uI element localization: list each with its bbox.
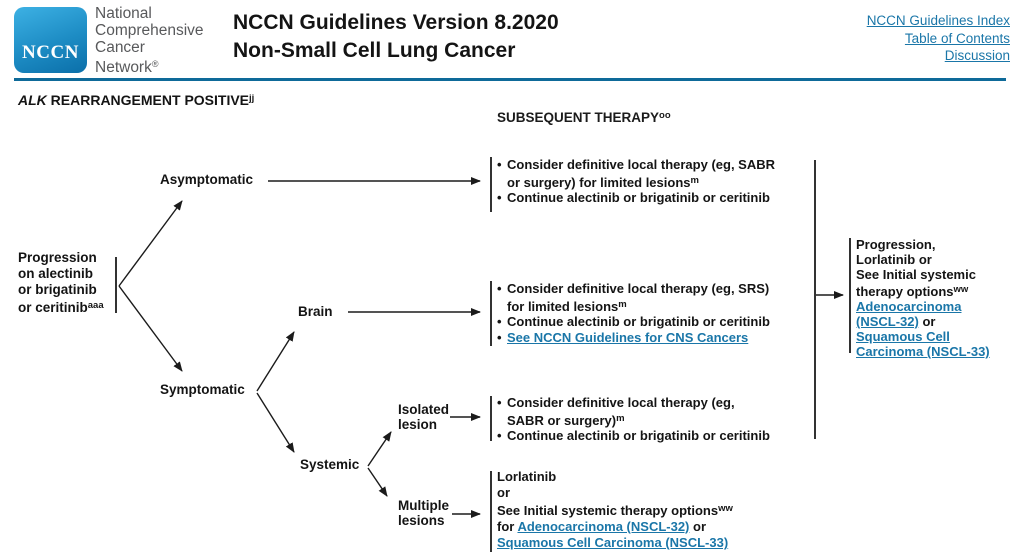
- page-title: [233, 9, 559, 65]
- isolated-line-1: Isolated: [398, 402, 450, 417]
- therapy-text: Consider definitive local therapy (eg,: [507, 395, 735, 410]
- box-brain-therapy: [497, 281, 770, 345]
- link-nscl-32[interactable]: (NSCL-32): [856, 314, 919, 329]
- bullet-line: [497, 428, 770, 444]
- link-table-of-contents[interactable]: Table of Contents: [904, 30, 1010, 46]
- org-line-1: National: [95, 5, 152, 22]
- bullet-line: [497, 395, 770, 411]
- node-isolated-lesion: [398, 402, 449, 432]
- therapy-text: Continue alectinib or brigatinib or ceritinib: [507, 190, 770, 205]
- org-name: [95, 5, 204, 76]
- footnote-ref-aaa: aaa: [87, 300, 104, 311]
- footnote-ref-ww: ww: [718, 503, 733, 514]
- bullet-line: [497, 190, 775, 206]
- link-guidelines-index[interactable]: NCCN Guidelines Index: [866, 13, 1010, 28]
- bullet-line: [497, 157, 775, 173]
- footnote-ref-oo: oo: [659, 110, 671, 121]
- org-line-2: Comprehensive: [95, 22, 204, 39]
- therapy-line: [497, 535, 733, 551]
- multiple-line-2: lesions: [398, 513, 445, 528]
- arrow-to-symptomatic: [119, 286, 182, 371]
- therapy-text: for limited lesions: [507, 298, 619, 314]
- right-node-line: [856, 299, 990, 314]
- box-multiple-lesions-therapy: [497, 469, 733, 551]
- right-node-line: Lorlatinib or: [856, 252, 932, 267]
- therapy-text: See Initial systemic therapy options: [497, 503, 719, 518]
- link-cns-cancers-guidelines[interactable]: See NCCN Guidelines for CNS Cancers: [507, 329, 749, 345]
- section-title-text: REARRANGEMENT POSITIVE: [46, 92, 250, 108]
- bullet-line: [497, 281, 770, 297]
- isolated-line-2: lesion: [398, 417, 438, 432]
- multiple-line-1: Multiple: [398, 498, 449, 513]
- therapy-line: Lorlatinib: [497, 469, 557, 484]
- link-discussion[interactable]: Discussion: [944, 48, 1010, 63]
- node-asymptomatic: Asymptomatic: [160, 172, 254, 187]
- node-progression: [18, 250, 104, 316]
- therapy-text: or surgery) for limited lesions: [507, 174, 691, 190]
- progression-line-4: [18, 298, 104, 316]
- node-progression-lorlatinib: [856, 237, 990, 359]
- footnote-ref-m: m: [690, 174, 699, 186]
- section-title: [18, 92, 254, 108]
- registered-mark: ®: [151, 59, 159, 69]
- right-node-line: See Initial systemic: [856, 267, 976, 282]
- right-node-line: [856, 314, 990, 329]
- link-adenocarcinoma[interactable]: Adenocarcinoma: [856, 299, 962, 314]
- bullet: •: [497, 395, 502, 410]
- therapy-line: [497, 501, 733, 519]
- box-asymptomatic-therapy: [497, 157, 775, 206]
- progression-line-1: Progression: [18, 250, 97, 265]
- column-header-text: SUBSEQUENT THERAPY: [497, 110, 660, 125]
- bullet: •: [497, 281, 502, 296]
- bullet-line: [497, 330, 770, 346]
- gene-name: ALK: [18, 92, 47, 108]
- bullet-line-continued: [497, 411, 770, 429]
- bullet: •: [497, 314, 502, 329]
- link-squamous-cell[interactable]: Squamous Cell: [856, 329, 950, 344]
- therapy-text: Continue alectinib or brigatinib or ceritinib: [507, 428, 770, 443]
- bullet: •: [497, 329, 502, 345]
- cancer-type-title: Non-Small Cell Lung Cancer: [233, 39, 516, 62]
- node-multiple-lesions: [398, 498, 449, 528]
- right-node-line: Progression,: [856, 237, 936, 252]
- bullet-line: [497, 314, 770, 330]
- therapy-text: SABR or surgery): [507, 412, 617, 428]
- bullet: •: [497, 428, 502, 443]
- therapy-text: Consider definitive local therapy (eg, SABR: [507, 157, 775, 172]
- node-systemic: Systemic: [300, 457, 360, 472]
- node-symptomatic: Symptomatic: [160, 382, 245, 397]
- arrow-to-systemic: [257, 393, 294, 452]
- bullet: •: [497, 190, 502, 205]
- nccn-logo: [14, 7, 87, 73]
- therapy-text: Continue alectinib or brigatinib or ceritinib: [507, 314, 770, 329]
- therapy-text: or: [689, 519, 707, 534]
- link-squamous-cell-carcinoma-nscl-33[interactable]: Squamous Cell Carcinoma (NSCL-33): [497, 535, 729, 550]
- arrow-to-isolated-lesion: [368, 432, 391, 466]
- footnote-ref-jj: jj: [249, 93, 255, 104]
- column-header-subsequent-therapy: [497, 110, 671, 125]
- org-line-4: [95, 56, 204, 76]
- org-line-3: Cancer: [95, 39, 145, 56]
- arrow-to-multiple-lesions: [368, 468, 387, 496]
- footnote-ref-m: m: [618, 298, 627, 310]
- therapy-line: or: [497, 485, 510, 500]
- right-node-text: therapy options: [856, 284, 954, 299]
- link-carcinoma-nscl-33[interactable]: Carcinoma (NSCL-33): [856, 344, 990, 359]
- footnote-ref-m: m: [616, 412, 625, 424]
- therapy-line: [497, 519, 733, 535]
- bullet-line-continued: [497, 173, 775, 191]
- arrow-to-brain: [257, 332, 294, 391]
- node-brain: Brain: [298, 304, 333, 319]
- right-node-line: [856, 282, 990, 299]
- footnote-ref-ww: ww: [953, 284, 969, 295]
- progression-line-2: on alectinib: [18, 266, 94, 281]
- arrow-to-asymptomatic: [119, 201, 182, 286]
- bullet: •: [497, 157, 502, 172]
- header-divider: [14, 78, 1006, 81]
- progression-line-3: or brigatinib: [18, 282, 97, 297]
- right-node-text: or: [918, 314, 936, 329]
- org-line-4-text: Network: [95, 59, 152, 76]
- right-node-line: [856, 329, 990, 344]
- progression-line-4-text: or ceritinib: [18, 300, 88, 315]
- guidelines-version-title: NCCN Guidelines Version 8.2020: [233, 11, 559, 34]
- box-isolated-lesion-therapy: [497, 395, 770, 444]
- nccn-logo-text: NCCN: [22, 42, 79, 63]
- header-links: [867, 12, 1010, 65]
- link-adenocarcinoma-nscl-32[interactable]: Adenocarcinoma (NSCL-32): [517, 519, 690, 534]
- therapy-text: for: [497, 519, 518, 534]
- therapy-text: Consider definitive local therapy (eg, SRS): [507, 281, 770, 296]
- bullet-line-continued: [497, 297, 770, 315]
- right-node-line: [856, 344, 990, 359]
